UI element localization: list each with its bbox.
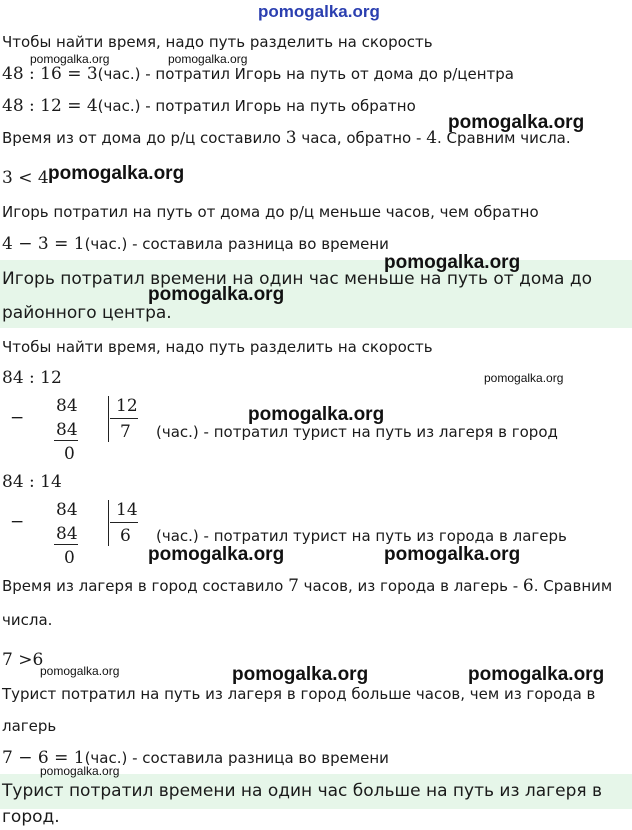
watermark: pomogalka.org bbox=[484, 371, 564, 385]
compare-text-2-line-2: числа. bbox=[2, 611, 53, 629]
watermark: pomogalka.org bbox=[384, 252, 521, 273]
division-2-minus: − bbox=[10, 512, 25, 532]
division-1-quotient: 7 bbox=[120, 422, 131, 442]
division-2-quotient: 6 bbox=[120, 526, 131, 546]
division-1-divisor: 12 bbox=[116, 396, 138, 416]
equation-1-text: (час.) - потратил Игорь на путь от дома до р/центра bbox=[97, 65, 514, 83]
equation-1-math: 48 : 16 = 3 bbox=[2, 64, 98, 84]
watermark: pomogalka.org bbox=[48, 163, 185, 184]
watermark: pomogalka.org bbox=[30, 52, 110, 66]
division-2-underline bbox=[54, 544, 78, 545]
difference-1-text: (час.) - составила разница во времени bbox=[84, 235, 389, 253]
division-1-subtrahend: 84 bbox=[56, 420, 78, 440]
compare-2-num-a: 7 bbox=[288, 576, 299, 596]
watermark: pomogalka.org bbox=[40, 664, 120, 678]
conclusion-2-line-1: Турист потратил на путь из лагеря в город больше часов, чем из города в bbox=[2, 685, 596, 703]
compare-2-part-c: часов, из города в лагерь - bbox=[298, 577, 523, 595]
compare-1-num-b: 4 bbox=[426, 128, 438, 148]
division-2-dividend: 84 bbox=[56, 500, 78, 520]
division-2-divisor: 14 bbox=[116, 500, 138, 520]
answer-box-2 bbox=[0, 774, 632, 827]
answer-box-1 bbox=[0, 260, 632, 328]
inequality-2-math: 7 >6 bbox=[2, 650, 44, 670]
watermark-top: pomogalka.org bbox=[258, 2, 380, 21]
watermark: pomogalka.org bbox=[148, 284, 285, 305]
compare-2-part-a: Время из лагеря в город составило bbox=[2, 577, 289, 595]
watermark: pomogalka.org bbox=[384, 544, 521, 565]
equation-2-text: (час.) - потратил Игорь на путь обратно bbox=[97, 97, 416, 115]
difference-2-text: (час.) - составила разница во времени bbox=[84, 749, 389, 767]
equation-2 bbox=[2, 96, 416, 116]
watermark: pomogalka.org bbox=[448, 112, 585, 133]
inequality-2 bbox=[2, 650, 43, 670]
equation-1 bbox=[2, 64, 514, 84]
watermark: pomogalka.org bbox=[248, 404, 385, 425]
division-2-note: (час.) - потратил турист на путь из города в лагерь bbox=[156, 527, 567, 545]
division-1-bar bbox=[108, 396, 109, 442]
watermark: pomogalka.org bbox=[148, 544, 285, 565]
watermark: pomogalka.org bbox=[168, 52, 248, 66]
division-2-bar bbox=[108, 500, 109, 546]
compare-1-part-e: . Сравним числа. bbox=[437, 129, 571, 147]
division-2-header bbox=[2, 472, 62, 492]
division-1-note: (час.) - потратил турист на путь из лагеря в город bbox=[156, 423, 558, 441]
equation-2-math: 48 : 12 = 4 bbox=[2, 96, 98, 116]
answer-1-line-2: районного центра. bbox=[2, 303, 172, 323]
compare-1-num-a: 3 bbox=[285, 128, 297, 148]
watermark: pomogalka.org bbox=[232, 664, 369, 685]
division-1-minus: − bbox=[10, 408, 25, 428]
compare-text-2 bbox=[2, 576, 612, 596]
difference-1 bbox=[2, 234, 389, 254]
division-1-header-math: 84 : 12 bbox=[2, 368, 62, 388]
answer-2-text: Турист потратил времени на один час больше на путь из лагеря в город. bbox=[2, 781, 603, 827]
compare-2-num-b: 6 bbox=[522, 576, 534, 596]
division-2-header-math: 84 : 14 bbox=[2, 472, 62, 492]
division-1-underline bbox=[54, 440, 78, 441]
division-2-remainder: 0 bbox=[64, 548, 75, 568]
intro-text-2: Чтобы найти время, надо путь разделить на скорость bbox=[2, 338, 433, 356]
division-2-divisor-line bbox=[110, 522, 138, 523]
conclusion-1: Игорь потратил на путь от дома до р/ц меньше часов, чем обратно bbox=[2, 203, 539, 221]
conclusion-2-line-2: лагерь bbox=[2, 717, 57, 735]
difference-2-math: 7 − 6 = 1 bbox=[2, 748, 85, 768]
compare-1-part-c: часа, обратно - bbox=[296, 129, 427, 147]
watermark: pomogalka.org bbox=[40, 764, 120, 778]
division-1-header bbox=[2, 368, 62, 388]
intro-text-1: Чтобы найти время, надо путь разделить на скорость bbox=[2, 33, 433, 51]
division-1-remainder: 0 bbox=[64, 444, 75, 464]
division-2-subtrahend: 84 bbox=[56, 524, 78, 544]
compare-2-part-e: . Сравним bbox=[533, 577, 613, 595]
inequality-1-math: 3 < 4 bbox=[2, 168, 49, 188]
compare-1-part-a: Время из от дома до р/ц составило bbox=[2, 129, 286, 147]
division-1-dividend: 84 bbox=[56, 396, 78, 416]
watermark: pomogalka.org bbox=[468, 664, 605, 685]
division-1-divisor-line bbox=[110, 418, 138, 419]
inequality-1 bbox=[2, 168, 49, 188]
difference-1-math: 4 − 3 = 1 bbox=[2, 234, 85, 254]
answer-1-line-1: Игорь потратил времени на один час меньше на путь от дома до bbox=[2, 269, 593, 289]
